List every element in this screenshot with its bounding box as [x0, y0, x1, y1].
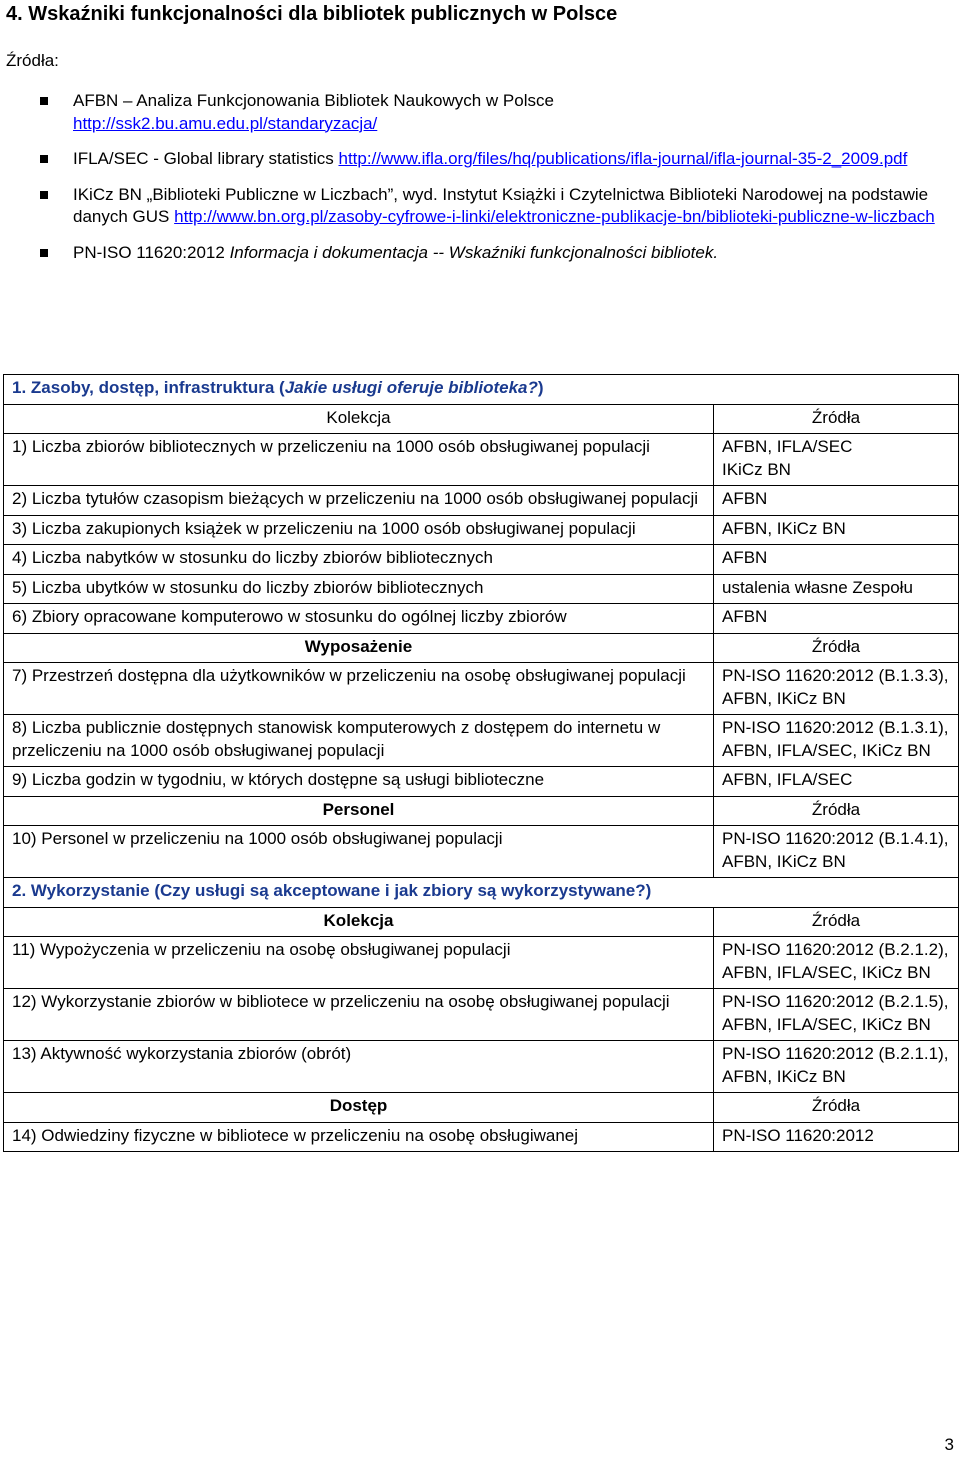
table-row — [4, 937, 959, 989]
source-text: AFBN – Analiza Funkcjonowania Bibliotek Naukowych w Polsce — [73, 91, 554, 110]
group-header-row — [4, 404, 959, 434]
table-row — [4, 1041, 959, 1093]
indicator-source: PN-ISO 11620:2012 — [714, 1122, 959, 1152]
indicator-source: PN-ISO 11620:2012 (B.1.3.1), AFBN, IFLA/SEC, IKiCz BN — [714, 715, 959, 767]
indicator-label: 3) Liczba zakupionych książek w przeliczeniu na 1000 osób obsługiwanej populacji — [4, 515, 714, 545]
sources-header: Źródła — [714, 633, 959, 663]
indicator-label: 7) Przestrzeń dostępna dla użytkowników w przeliczeniu na osobę obsługiwanej populacji — [4, 663, 714, 715]
section-title-row — [4, 878, 959, 908]
section-2-title: 2. Wykorzystanie (Czy usługi są akceptowane i jak zbiory są wykorzystywane?) — [4, 878, 959, 908]
sources-header: Źródła — [714, 1093, 959, 1123]
indicator-source: AFBN — [714, 604, 959, 634]
indicators-table — [3, 374, 959, 1152]
group-header-dostep: Dostęp — [4, 1093, 714, 1123]
table-row — [4, 574, 959, 604]
sources-header: Źródła — [714, 907, 959, 937]
square-bullet-icon — [40, 191, 48, 199]
group-header-row — [4, 907, 959, 937]
section-title-row — [4, 375, 959, 405]
source-item-ikicz — [73, 184, 948, 229]
source-link[interactable]: http://www.bn.org.pl/zasoby-cyfrowe-i-linki/elektroniczne-publikacje-bn/biblioteki-publiczne-w-liczbach — [174, 207, 935, 226]
source-item-afbn — [73, 90, 948, 135]
indicator-source: PN-ISO 11620:2012 (B.1.4.1), AFBN, IKiCz BN — [714, 826, 959, 878]
indicator-source: AFBN — [714, 545, 959, 575]
group-header-personel: Personel — [4, 796, 714, 826]
table-row — [4, 715, 959, 767]
table-row — [4, 989, 959, 1041]
section-heading: 4. Wskaźniki funkcjonalności dla bibliotek publicznych w Polsce — [6, 3, 618, 25]
group-header-row — [4, 1093, 959, 1123]
indicator-label: 4) Liczba nabytków w stosunku do liczby zbiorów bibliotecznych — [4, 545, 714, 575]
indicator-label: 10) Personel w przeliczeniu na 1000 osób obsługiwanej populacji — [4, 826, 714, 878]
group-header-kolekcja: Kolekcja — [4, 404, 714, 434]
source-text: IKiCz BN „Biblioteki Publiczne w Liczbach”, wyd. Instytut Książki i Czytelnictwa Biblioteki Narodowej na podstawie danych GUS — [73, 184, 929, 226]
indicator-label: 9) Liczba godzin w tygodniu, w których dostępne są usługi biblioteczne — [4, 767, 714, 797]
source-title: Informacja i dokumentacja -- Wskaźniki funkcjonalności bibliotek. — [229, 242, 719, 262]
table-row — [4, 434, 959, 486]
table-row — [4, 486, 959, 516]
indicator-source: AFBN, IKiCz BN — [714, 515, 959, 545]
indicator-source: PN-ISO 11620:2012 (B.2.1.1), AFBN, IKiCz BN — [714, 1041, 959, 1093]
indicator-source: PN-ISO 11620:2012 (B.2.1.2), AFBN, IFLA/SEC, IKiCz BN — [714, 937, 959, 989]
source-item-pn-iso — [73, 242, 948, 265]
indicator-label: 8) Liczba publicznie dostępnych stanowisk komputerowych z dostępem do internetu w przeliczeniu na 1000 osób obsługiwanej populacji — [4, 715, 714, 767]
table-row — [4, 767, 959, 797]
indicator-label: 14) Odwiedziny fizyczne w bibliotece w przeliczeniu na osobę obsługiwanej — [4, 1122, 714, 1152]
sources-list — [0, 90, 960, 277]
group-header-kolekcja-2: Kolekcja — [4, 907, 714, 937]
indicator-label: 5) Liczba ubytków w stosunku do liczby zbiorów bibliotecznych — [4, 574, 714, 604]
sources-header: Źródła — [714, 796, 959, 826]
square-bullet-icon — [40, 249, 48, 257]
group-header-row — [4, 796, 959, 826]
page-number: 3 — [944, 1435, 954, 1454]
table-row — [4, 1122, 959, 1152]
indicator-label: 2) Liczba tytułów czasopism bieżących w przeliczeniu na 1000 osób obsługiwanej populacji — [4, 486, 714, 516]
indicator-source: ustalenia własne Zespołu — [714, 574, 959, 604]
source-text: PN-ISO 11620:2012 — [73, 242, 225, 262]
group-header-row — [4, 633, 959, 663]
section-1-title: 1. Zasoby, dostęp, infrastruktura (Jakie usługi oferuje biblioteka?) — [4, 375, 959, 405]
source-link[interactable]: http://ssk2.bu.amu.edu.pl/standaryzacja/ — [73, 113, 378, 133]
table-row — [4, 663, 959, 715]
source-text: IFLA/SEC - Global library statistics — [73, 149, 334, 168]
indicator-source: AFBN — [714, 486, 959, 516]
indicator-label: 6) Zbiory opracowane komputerowo w stosunku do ogólnej liczby zbiorów — [4, 604, 714, 634]
table-row — [4, 826, 959, 878]
table-row — [4, 515, 959, 545]
table-row — [4, 604, 959, 634]
square-bullet-icon — [40, 97, 48, 105]
indicator-source: PN-ISO 11620:2012 (B.1.3.3), AFBN, IKiCz BN — [714, 663, 959, 715]
indicator-source: AFBN, IFLA/SEC IKiCz BN — [714, 434, 959, 486]
source-link[interactable]: http://www.ifla.org/files/hq/publications/ifla-journal/ifla-journal-35-2_2009.pdf — [338, 149, 908, 168]
indicator-source: AFBN, IFLA/SEC — [714, 767, 959, 797]
sources-label: Źródła: — [6, 51, 59, 70]
indicator-label: 1) Liczba zbiorów bibliotecznych w przeliczeniu na 1000 osób obsługiwanej populacji — [4, 434, 714, 486]
square-bullet-icon — [40, 155, 48, 163]
group-header-wyposazenie: Wyposażenie — [4, 633, 714, 663]
indicator-label: 11) Wypożyczenia w przeliczeniu na osobę obsługiwanej populacji — [4, 937, 714, 989]
sources-header: Źródła — [714, 404, 959, 434]
indicator-label: 12) Wykorzystanie zbiorów w bibliotece w przeliczeniu na osobę obsługiwanej populacji — [4, 989, 714, 1041]
indicator-label: 13) Aktywność wykorzystania zbiorów (obrót) — [4, 1041, 714, 1093]
indicator-source: PN-ISO 11620:2012 (B.2.1.5), AFBN, IFLA/SEC, IKiCz BN — [714, 989, 959, 1041]
table-row — [4, 545, 959, 575]
source-item-ifla — [73, 148, 948, 171]
